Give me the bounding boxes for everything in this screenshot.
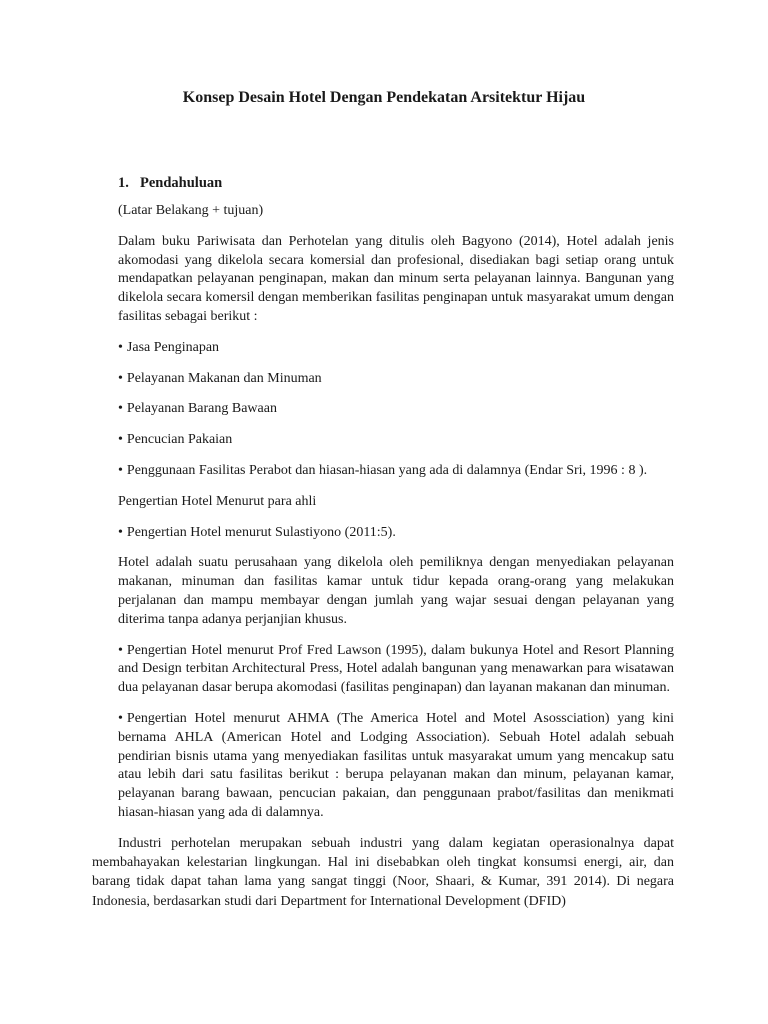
bullet-icon: • xyxy=(118,432,123,448)
bullet-icon: • xyxy=(118,339,123,355)
section-heading xyxy=(118,174,674,192)
list-item xyxy=(118,370,674,389)
list-item xyxy=(118,339,674,358)
document-body xyxy=(118,174,674,835)
list-item-text: Pelayanan Makanan dan Minuman xyxy=(126,370,322,386)
list-item xyxy=(118,400,674,419)
bullet-icon: • xyxy=(118,401,123,417)
paragraph-definisi-hotel: Dalam buku Pariwisata dan Perhotelan yang ditulis oleh Bagyono (2014), Hotel adalah jenis akomodasi yang dikelola secara komersial dan profesional, disediakan bagi setiap orang untuk mendapatkan pelayanan penginapan, makan dan minum serta pelayanan lainnya. Bangunan yang dikelola secara komersil dengan memberikan fasilitas penginapan untuk masyarakat umum dengan fasilitas sebagai berikut : xyxy=(118,233,674,324)
bullet-icon: • xyxy=(118,524,123,540)
paragraph-industri-perhotelan: Industri perhotelan merupakan sebuah industri yang dalam kegiatan operasionalnya dapat membahayakan kelestarian lingkungan. Hal ini disebabkan oleh tingkat konsumsi energi, air, dan barang tidak dapat tahan lama yang sangat tinggi (Noor, Shaari, & Kumar, 391 2014). Di negara Indonesia, berdasarkan studi dari Department for International Development (DFID) xyxy=(92,836,674,909)
section-title: Pendahuluan xyxy=(140,175,223,191)
list-item-text: Penggunaan Fasilitas Perabot dan hiasan-hiasan yang ada di dalamnya (Endar Sri, 1996 : 8 ). xyxy=(126,462,648,478)
list-item-text: Pengertian Hotel menurut Sulastiyono (2011:5). xyxy=(126,524,396,540)
list-item-text: Pelayanan Barang Bawaan xyxy=(126,401,277,417)
bullet-icon: • xyxy=(118,370,123,386)
list-item xyxy=(118,524,674,543)
list-item xyxy=(118,710,674,823)
list-item-text: Jasa Penginapan xyxy=(126,339,220,355)
bullet-icon: • xyxy=(118,462,123,478)
list-item-text: Pencucian Pakaian xyxy=(126,432,233,448)
list-item xyxy=(118,462,674,481)
section-number: 1. xyxy=(118,175,129,191)
list-item xyxy=(118,431,674,450)
paragraph-latar-belakang: (Latar Belakang + tujuan) xyxy=(118,203,264,218)
list-item-text: Pengertian Hotel menurut Prof Fred Lawson (1995), dalam bukunya Hotel and Resort Planning and Design terbitan Architectural Press, Hotel adalah bangunan yang menawarkan para wisatawan dua pelayanan dasar berupa akomodasi (fasilitas penginapan) dan layanan makanan dan minuman. xyxy=(118,642,674,696)
list-item-text: Pengertian Hotel menurut AHMA (The America Hotel and Motel Asossciation) yang kini bernama AHLA (American Hotel and Lodging Association). Sebuah Hotel adalah sebuah pendirian bisnis utama yang menyediakan fasilitas untuk masyarakat umum yang mencakup satu atau lebih dari satu fasilitas berikut : berupa pelayanan makan dan minum, pelayanan kamar, pelayanan barang bawaan, pencucian pakaian, dan penggunaan prabot/fasilitas dan menikmati hiasan-hiasan yang ada di dalamnya. xyxy=(118,710,674,820)
bullet-icon: • xyxy=(118,710,123,726)
paragraph-pengertian-ahli: Pengertian Hotel Menurut para ahli xyxy=(118,493,317,509)
paragraph-sulastiyono: Hotel adalah suatu perusahaan yang dikelola oleh pemiliknya dengan menyediakan pelayanan makanan, minuman dan fasilitas kamar untuk tidur kepada orang-orang yang melakukan perjalanan dan mampu membayar dengan jumlah yang wajar sesuai dengan pelayanan yang diterima tanpa adanya perjanjian khusus. xyxy=(118,555,674,627)
bullet-icon: • xyxy=(118,642,123,658)
list-item xyxy=(118,642,674,698)
document-title: Konsep Desain Hotel Dengan Pendekatan Arsitektur Hijau xyxy=(182,89,586,106)
